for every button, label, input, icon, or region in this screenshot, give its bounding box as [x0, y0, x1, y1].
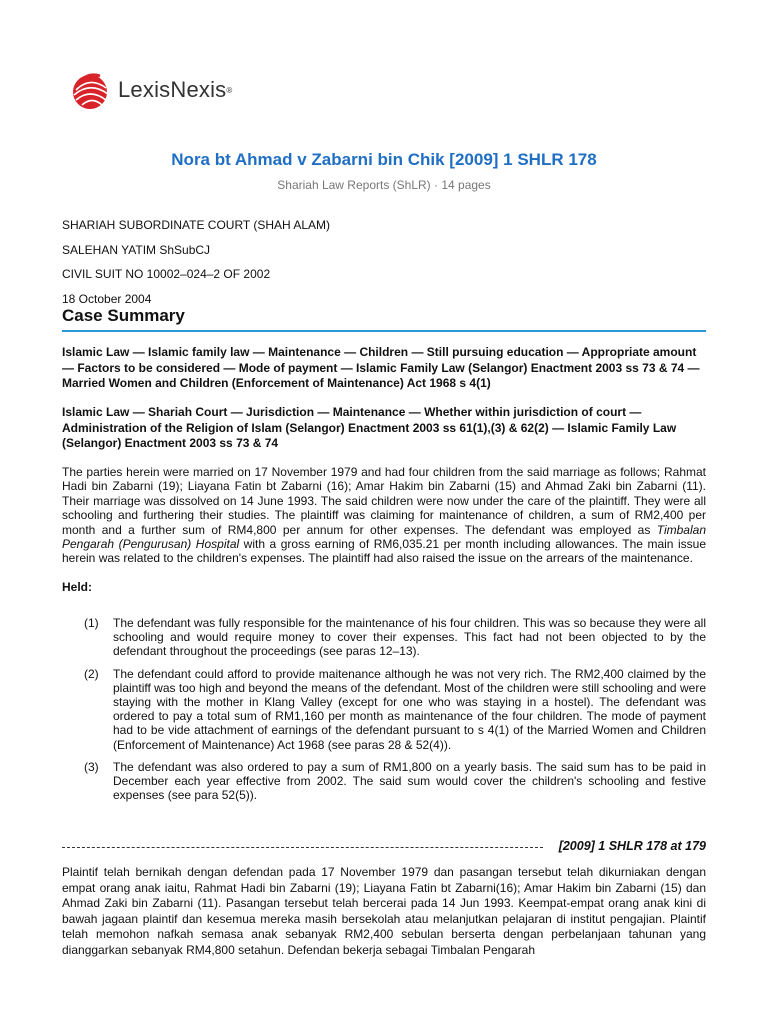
page-break-row [62, 839, 706, 853]
facts-text-1: The parties herein were married on 17 November 1979 and had four children from the said marriage as follows; Rahmat Hadi bin Zabarni (19); Liayana Fatin bt Zabarni (16); Amar Hakim bin Zabarni (15) and Ahmad Zaki bin Zabarni (11). Their marriage was dissolved on 14 June 1993. The said children were now under the care of the plaintiff. They were all schooling and furthering their studies. The plaintiff was claiming for maintenance of children, a sum of RM2,400 per month and a further sum of RM4,800 per annum for other expenses. The defendant was employed as [62, 465, 706, 537]
held-number: (3) [84, 759, 99, 774]
held-number: (2) [84, 666, 99, 681]
held-text: The defendant was fully responsible for the maintenance of his four children. This was so because they were all schooling and would require money to cover their expenses. This fact had not been objected to by the defendant throughout the proceedings (see paras 12–13). [113, 616, 706, 659]
brand-reg: ® [226, 85, 233, 95]
held-list [84, 616, 706, 810]
facts-text-2: with a gross earning of RM6,035.21 per month including allowances. The main issue herein was related to the children's expenses. The plaintiff had also raised the issue on the arrears of the maintenance. [62, 537, 706, 566]
page-break-dashes [62, 847, 543, 848]
lexisnexis-logo-icon [68, 68, 112, 112]
case-subtitle: Shariah Law Reports (ShLR) · 14 pages [277, 178, 491, 192]
judgment-date: 18 October 2004 [62, 291, 152, 306]
facts-paragraph [62, 465, 706, 566]
held-number: (1) [84, 616, 99, 630]
held-text: The defendant could afford to provide maitenance although he was not very rich. The RM2,400 claimed by the plaintiff was too high and beyond the means of the defendant. Most of the children were still schooling and were staying with the mother in Klang Valley (except for one who was staying in a hostel). The defendant was ordered to pay a total sum of RM1,160 per month as maintenance of the four children. The mode of payment had to be vide attachment of earnings of the defendant pursuant to s 4(1) of the Married Women and Children (Enforcement of Maintenance) Act 1968 (see paras 28 & 52(4)). [113, 666, 706, 752]
page-reference: [2009] 1 SHLR 178 at 179 [558, 839, 706, 853]
suit-number: CIVIL SUIT NO 10002–024–2 OF 2002 [62, 267, 271, 281]
held-item [84, 667, 706, 752]
brand-name: LexisNexis [118, 77, 227, 102]
judge-name: SALEHAN YATIM ShSubCJ [62, 242, 211, 257]
held-text: The defendant was also ordered to pay a sum of RM1,800 on a yearly basis. The said sum has to be paid in December each year effective from 2002. The said sum would cover the children's schooling and festive expenses (see para 52(5)). [113, 759, 706, 803]
held-label: Held: [62, 580, 92, 594]
court-name: SHARIAH SUBORDINATE COURT (SHAH ALAM) [62, 218, 331, 232]
held-item [84, 760, 706, 803]
case-title: Nora bt Ahmad v Zabarni bin Chik [2009] 1 SHLR 178 [171, 150, 597, 169]
catchwords-2: Islamic Law — Shariah Court — Jurisdiction — Maintenance — Whether within jurisdiction of court — Administration of the Religion of Islam (Selangor) Enactment 2003 ss 61(1),(3) & 62(2) — Islamic Family Law (Selangor) Enactment 2003 ss 73 & 74 [62, 405, 677, 450]
malay-paragraph: Plaintif telah bernikah dengan defendan pada 17 November 1979 dan pasangan tersebut telah dikurniakan dengan empat orang anak iaitu, Rahmat Hadi bin Zabarni (19); Liayana Fatin bt Zabarni(16); Amar Hakim bin Zabarni (15) dan Ahmad Zaki bin Zabarni (11). Pasangan tersebut telah bercerai pada 14 Jun 1993. Keempat-empat orang anak kini di bawah jagaan plaintif dan kesemua mereka masih bersekolah atau melanjutkan pelajaran di institut pengajian. Plaintif telah memohon nafkah semasa anak sebanyak RM2,400 sebulan berserta dengan perbelanjaan tahunan yang dianggarkan sebanyak RM4,800 setahun. Defendan bekerja sebagai Timbalan Pengarah [62, 865, 706, 957]
facts-italic-title: Timbalan Pengarah (Pengurusan) Hospital [62, 522, 706, 552]
case-meta [62, 213, 706, 311]
case-summary-heading: Case Summary [62, 306, 706, 332]
held-item [84, 616, 706, 659]
catchwords-1: Islamic Law — Islamic family law — Maintenance — Children — Still pursuing education — Appropriate amount — Factors to be considered — Mode of payment — Islamic Family Law (Selangor) Enactment 2003 ss 73 & 74 — Married Women and Children (Enforcement of Maintenance) Act 1968 s 4(1) [62, 345, 700, 390]
lexisnexis-logo [68, 66, 232, 114]
